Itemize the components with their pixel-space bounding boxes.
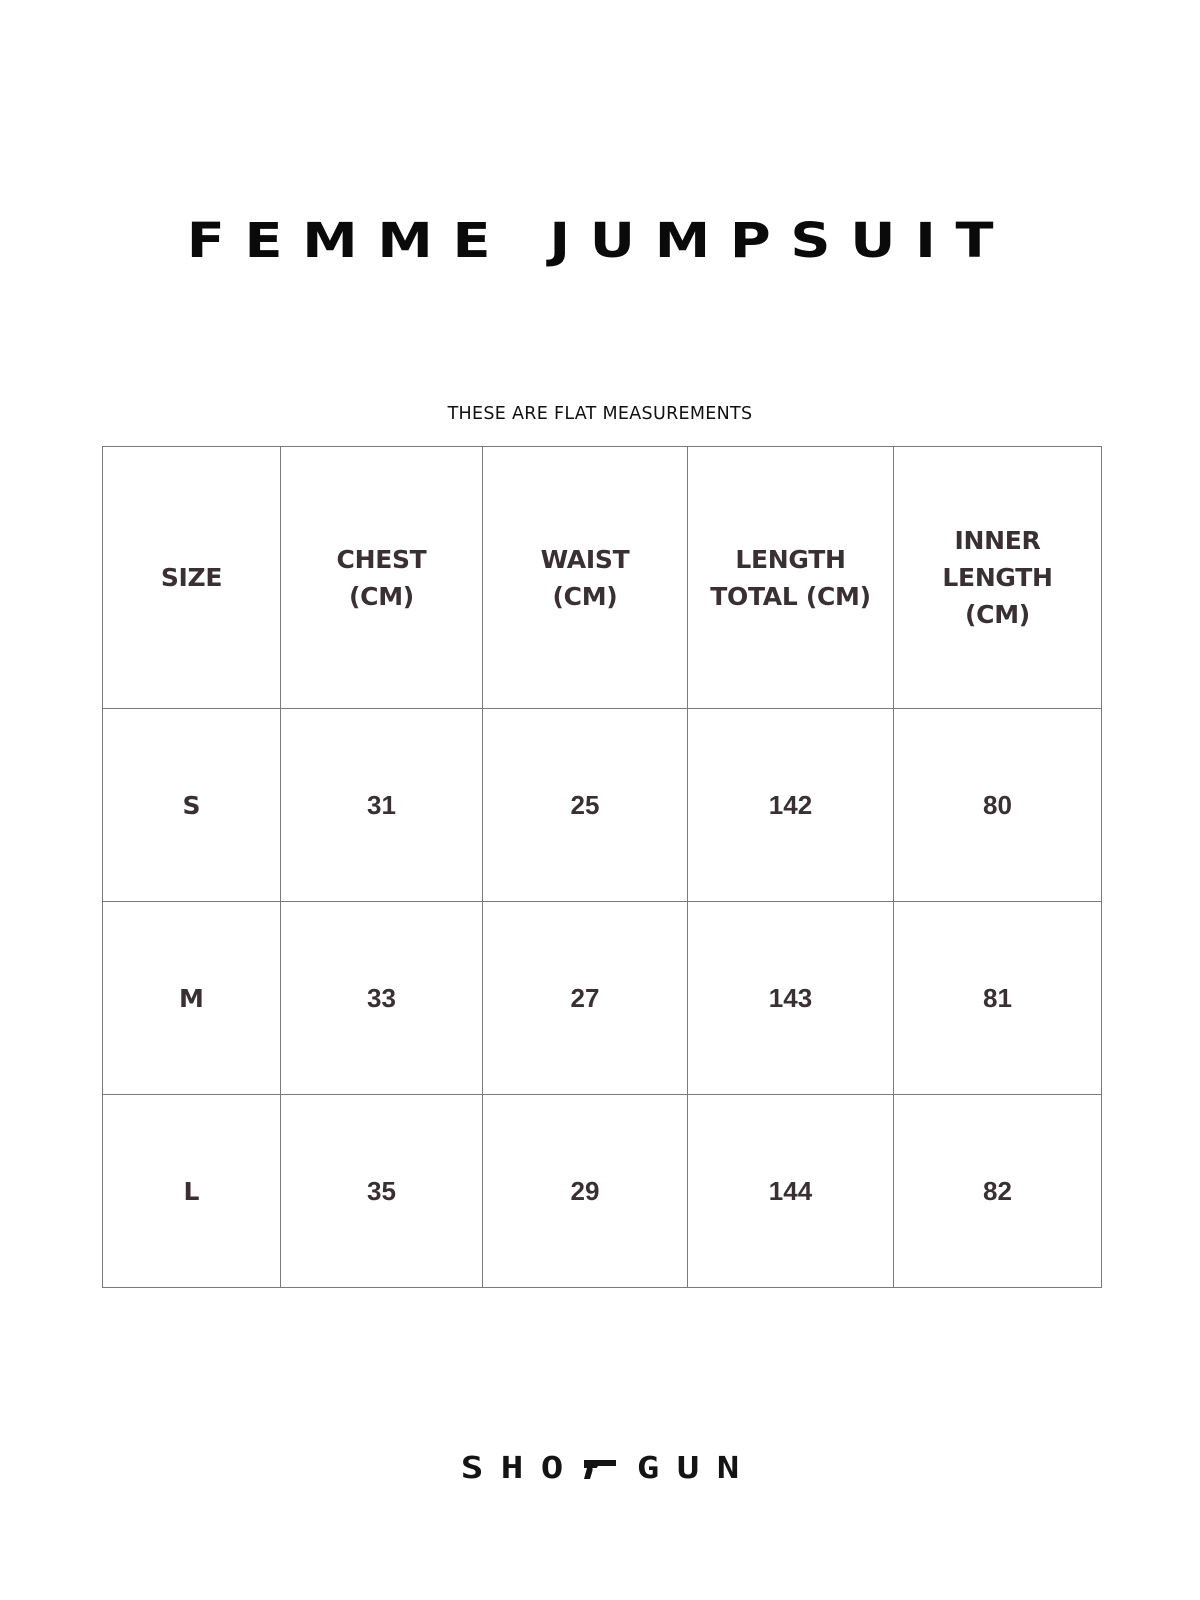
header-size: SIZE	[103, 447, 281, 709]
page-title: FEMME JUMPSUIT	[186, 213, 1014, 269]
size-chart-table	[102, 446, 1102, 1288]
inner-length-cell: 80	[894, 709, 1102, 902]
brand-logo	[0, 1452, 1200, 1486]
brand-letter-h: H	[500, 1451, 524, 1486]
header-waist: WAIST (CM)	[483, 447, 688, 709]
size-cell: L	[103, 1095, 281, 1288]
chest-cell: 33	[281, 902, 483, 1095]
header-length-total: LENGTH TOTAL (CM)	[688, 447, 894, 709]
length-total-cell: 142	[688, 709, 894, 902]
size-cell: S	[103, 709, 281, 902]
waist-cell: 27	[483, 902, 688, 1095]
header-inner-length: INNER LENGTH (CM)	[894, 447, 1102, 709]
chest-cell: 35	[281, 1095, 483, 1288]
brand-letter-s: S	[460, 1451, 484, 1486]
page-subtitle: THESE ARE FLAT MEASUREMENTS	[447, 404, 753, 424]
brand-letter-n: N	[716, 1451, 740, 1486]
size-cell: M	[103, 902, 281, 1095]
length-total-cell: 144	[688, 1095, 894, 1288]
inner-length-cell: 82	[894, 1095, 1102, 1288]
table-row	[103, 1095, 1102, 1288]
waist-cell: 25	[483, 709, 688, 902]
table-row	[103, 902, 1102, 1095]
header-chest: CHEST (CM)	[281, 447, 483, 709]
waist-cell: 29	[483, 1095, 688, 1288]
chest-cell: 31	[281, 709, 483, 902]
table-row	[103, 709, 1102, 902]
gun-icon	[583, 1458, 617, 1480]
brand-letter-o: O	[540, 1451, 564, 1486]
table-header-row	[103, 447, 1102, 709]
length-total-cell: 143	[688, 902, 894, 1095]
inner-length-cell: 81	[894, 902, 1102, 1095]
brand-letter-u: U	[676, 1451, 700, 1486]
brand-letter-g: G	[636, 1451, 660, 1486]
